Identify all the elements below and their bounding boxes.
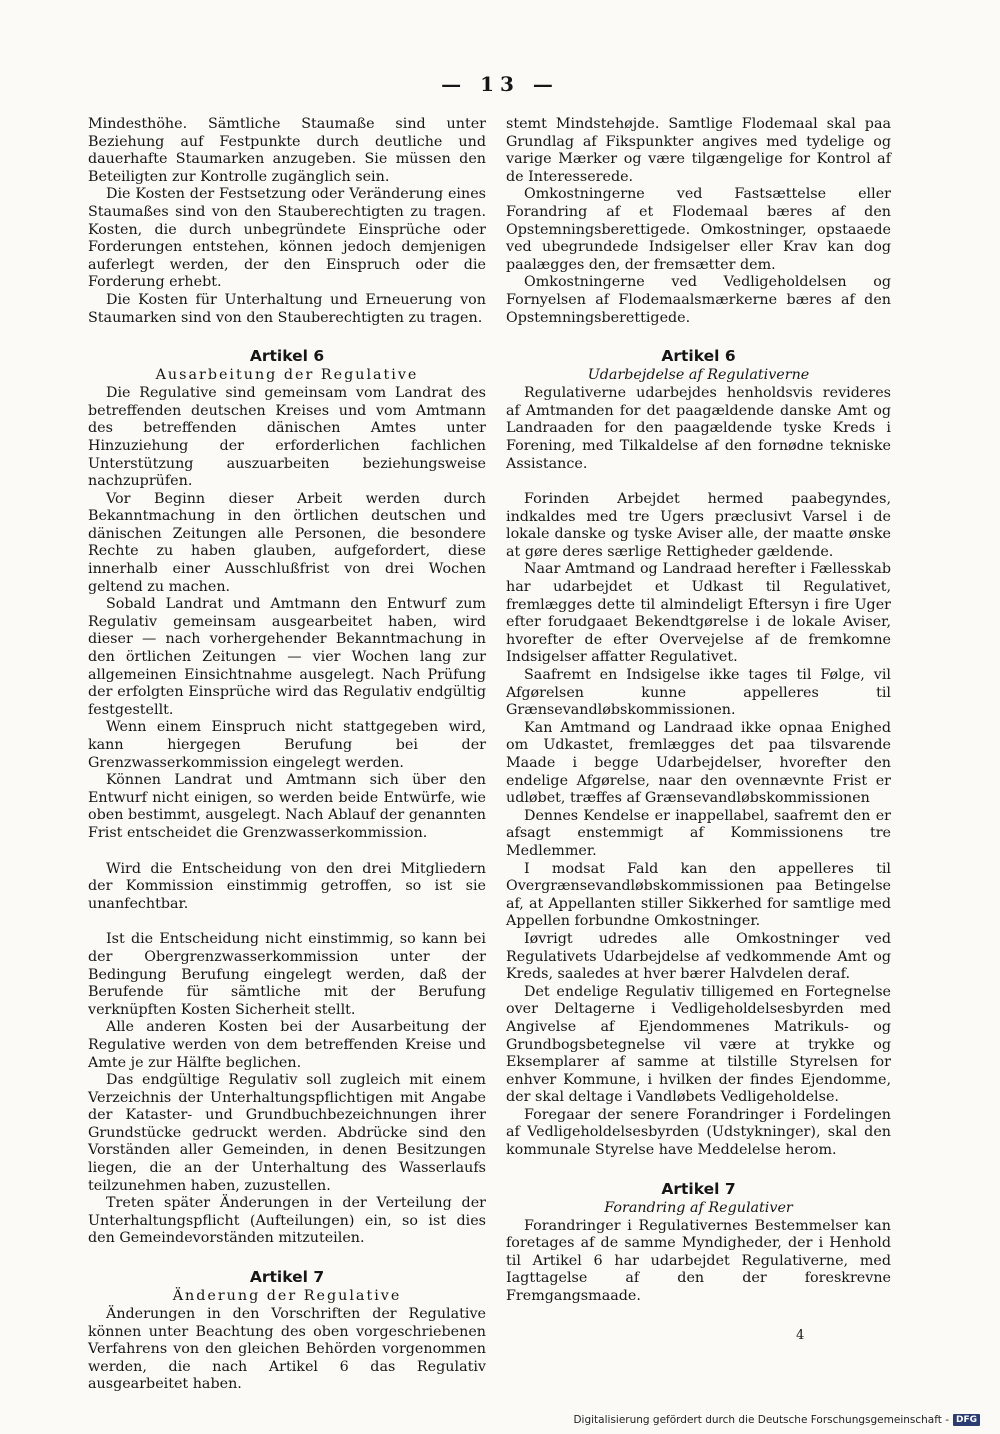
paragraph: Vor Beginn dieser Arbeit werden durch Bekanntmachung in den örtlichen deutschen und dänischen Zeitungen alle Personen, die besondere Rechte zu haben glauben, aufgefordert, diese innerhalb einer Ausschlußfrist von drei Wochen geltend zu machen. (88, 490, 486, 595)
paragraph: Mindesthöhe. Sämtliche Staumaße sind unter Beziehung auf Festpunkte durch deutliche und dauerhafte Staumarken anzugeben. Sie müssen den Beteiligten zur Kontrolle zugänglich sein. (88, 116, 486, 185)
paragraph: Die Kosten der Festsetzung oder Veränderung eines Staumaßes sind von den Stauberechtigten zu tragen. Kosten, die durch unbegründete Einsprüche oder Forderungen entstehen, können jedoch demjenigen auferlegt werden, der den Einspruch oder die Forderung erhebt. (88, 186, 486, 291)
paragraph: Forinden Arbejdet hermed paabegyndes, indkaldes med tre Ugers præclusivt Varsel i de lokale danske og tyske Aviser alle, der maatte ønske at gøre deres særlige Rettigheder gældende. (506, 491, 891, 560)
paragraph: Iøvrigt udredes alle Omkostninger ved Regulativets Udarbejdelse af vedkommende Amt og Kreds, saaledes at hver bærer Halvdelen deraf. (506, 930, 891, 983)
article-7-heading: Artikel 7 (249, 1268, 325, 1287)
danish-column (506, 116, 891, 1306)
paragraph: Omkostningerne ved Fastsættelse eller Forandring af et Flodemaal bæres af den Opstemningsberettigede. Omkostninger, opstaaede ved ubegrundede Indsigelser eller Krav kan dog paalægges den, der fremsætter dem. (506, 186, 891, 273)
article-7-subtitle: Forandring af Regulativer (604, 1199, 793, 1216)
article-7-heading: Artikel 7 (661, 1179, 736, 1198)
paragraph: Alle anderen Kosten bei der Ausarbeitung der Regulative werden von dem betreffenden Kreise und Amte je zur Hälfte beglichen. (88, 1019, 486, 1071)
paragraph: Änderungen in den Vorschriften der Regulative können unter Beachtung des oben vorgeschriebenen Verfahrens von den gleichen Behörden vorgenommen werden, die nach Artikel 6 das Regulativ ausgearbeitet haben. (88, 1306, 486, 1393)
footer-text: Digitalisierung gefördert durch die Deutsche Forschungsgemeinschaft - (573, 1414, 949, 1426)
paragraph: Das endgültige Regulativ soll zugleich mit einem Verzeichnis der Unterhaltungspflichtigen mit Angabe der Kataster- und Grundbuchbezeichnungen ihrer Grundstücke gedruckt werden. Abdrücke sind den Vorständen aller Gemeinden, in denen Besitzungen liegen, die an der Unterhaltung des Wasserlaufs teilzunehmen haben, zuzustellen. (88, 1072, 486, 1194)
paragraph: Saafremt en Indsigelse ikke tages til Følge, vil Afgørelsen kunne appelleres til Grænsevandløbskommissionen. (506, 667, 891, 719)
paragraph: Die Kosten für Unterhaltung und Erneuerung von Staumarken sind von den Stauberechtigten zu tragen. (88, 291, 486, 326)
paragraph: Dennes Kendelse er inappellabel, saafremt den er afsagt enstemmigt af Kommissionens tre Medlemmer. (506, 807, 891, 859)
page-number: — 13 — (441, 72, 559, 96)
paragraph: Det endelige Regulativ tilligemed en Fortegnelse over Deltagerne i Vedligeholdelsesbyrden med Angivelse af Ejendommenes Matrikuls- og Grundbogsbetegnelse vil være at trykke og Eksemplarer af samme at tilstille Styrelsen for enhver Kommune, i hvilken der findes Ejendomme, der skal deltage i Vandløbets Vedligeholdelse. (506, 983, 891, 1106)
paragraph: Sobald Landrat und Amtmann den Entwurf zum Regulativ gemeinsam ausgearbeitet haben, wird dieser — nach vorhergehender Bekanntmachung in den örtlichen Zeitungen — vier Wochen lang zur allgemeinen Einsichtnahme ausgelegt. Nach Prüfung der erfolgten Einsprüche wird das Regulativ endgültig festgestellt. (88, 596, 486, 718)
paragraph: Omkostningerne ved Vedligeholdelsen og Fornyelsen af Flodemaalsmærkerne bæres af den Opstemningsberettigede. (506, 274, 891, 326)
article-7-subtitle: Änderung der Regulative (172, 1288, 402, 1305)
signature-mark: 4 (796, 1328, 805, 1343)
paragraph: Kan Amtmand og Landraad ikke opnaa Enighed om Udkastet, fremlægges det paa tilsvarende Maade i begge Udarbejdelser, hvorefter den endelige Afgørelse, naar den ovennævnte Frist er udløbet, træffes af Grænsevandløbskommissionen (506, 719, 891, 807)
paragraph: Wenn einem Einspruch nicht stattgegeben wird, kann hiergegen Berufung bei der Grenzwasserkommission eingelegt werden. (88, 719, 486, 771)
article-6-subtitle: Udarbejdelse af Regulativerne (587, 367, 810, 384)
paragraph: Können Landrat und Amtmann sich über den Entwurf nicht einigen, so werden beide Entwürfe, wie oben bestimmt, ausgelegt. Nach Ablauf der genannten Frist entscheidet die Grenzwasserkommission. (88, 772, 486, 841)
paragraph: stemt Mindstehøjde. Samtlige Flodemaal skal paa Grundlag af Fikspunkter angives med tydelige og varige Mærker og være tilgængelige for Kontrol af de Interesserede. (506, 116, 891, 185)
paragraph: Foregaar der senere Forandringer i Fordelingen af Vedligeholdelsesbyrden (Udstykninger), skal den kommunale Styrelse have Meddelelse herom. (506, 1106, 891, 1159)
article-6-subtitle: Ausarbeitung der Regulative (155, 367, 419, 384)
paragraph: I modsat Fald kan den appelleres til Overgrænsevandløbskommissionen paa Betingelse af, at Appellanten stiller Sikkerhed for samtlige med Appellen forbundne Omkostninger. (506, 860, 891, 930)
german-column (88, 116, 486, 1394)
paragraph: Ist die Entscheidung nicht einstimmig, so kann bei der Obergrenzwasserkommission unter der Bedingung Berufung eingelegt werden, daß der Berufende für sämtliche mit der Berufung verknüpften Kosten Sicherheit stellt. (88, 931, 486, 1018)
paragraph: Treten später Änderungen in der Verteilung der Unterhaltungspflicht (Aufteilungen) ein, so ist dies den Gemeindevorständen mitzuteilen. (88, 1195, 486, 1247)
paragraph: Regulativerne udarbejdes henholdsvis revideres af Amtmanden for det paagældende danske Amt og Landraaden for den paagældende tyske Kreds i Forening, med Tilkaldelse af den fornødne tekniske Assistance. (506, 385, 891, 472)
footer (573, 1414, 980, 1426)
paragraph: Naar Amtmand og Landraad herefter i Fællesskab har udarbejdet et Udkast til Regulativet, fremlægges dette til almindeligt Eftersyn i fire Uger efter forudgaaet Bekendtgørelse i de lokale Aviser, hvorefter de efter Overvejelse af de fremkomne Indsigelser affatter Regulativet. (506, 561, 891, 666)
paragraph: Wird die Entscheidung von den drei Mitgliedern der Kommission einstimmig getroffen, so ist sie unanfechtbar. (88, 860, 486, 912)
article-6-heading: Artikel 6 (661, 347, 736, 366)
article-6-heading: Artikel 6 (249, 347, 325, 366)
paragraph: Forandringer i Regulativernes Bestemmelser kan foretages af de samme Myndigheder, der i Henhold til Artikel 6 har udarbejdet Regulativerne, med Iagttagelse af den der foreskrevne Fremgangsmaade. (506, 1217, 891, 1305)
paragraph: Die Regulative sind gemeinsam vom Landrat des betreffenden deutschen Kreises und vom Amtmann des betreffenden dänischen Amtes unter Hinzuziehung der erforderlichen fachlichen Unterstützung auszuarbeiten beziehungsweise nachzuprüfen. (88, 385, 486, 490)
dfg-logo-icon: DFG (953, 1414, 980, 1426)
